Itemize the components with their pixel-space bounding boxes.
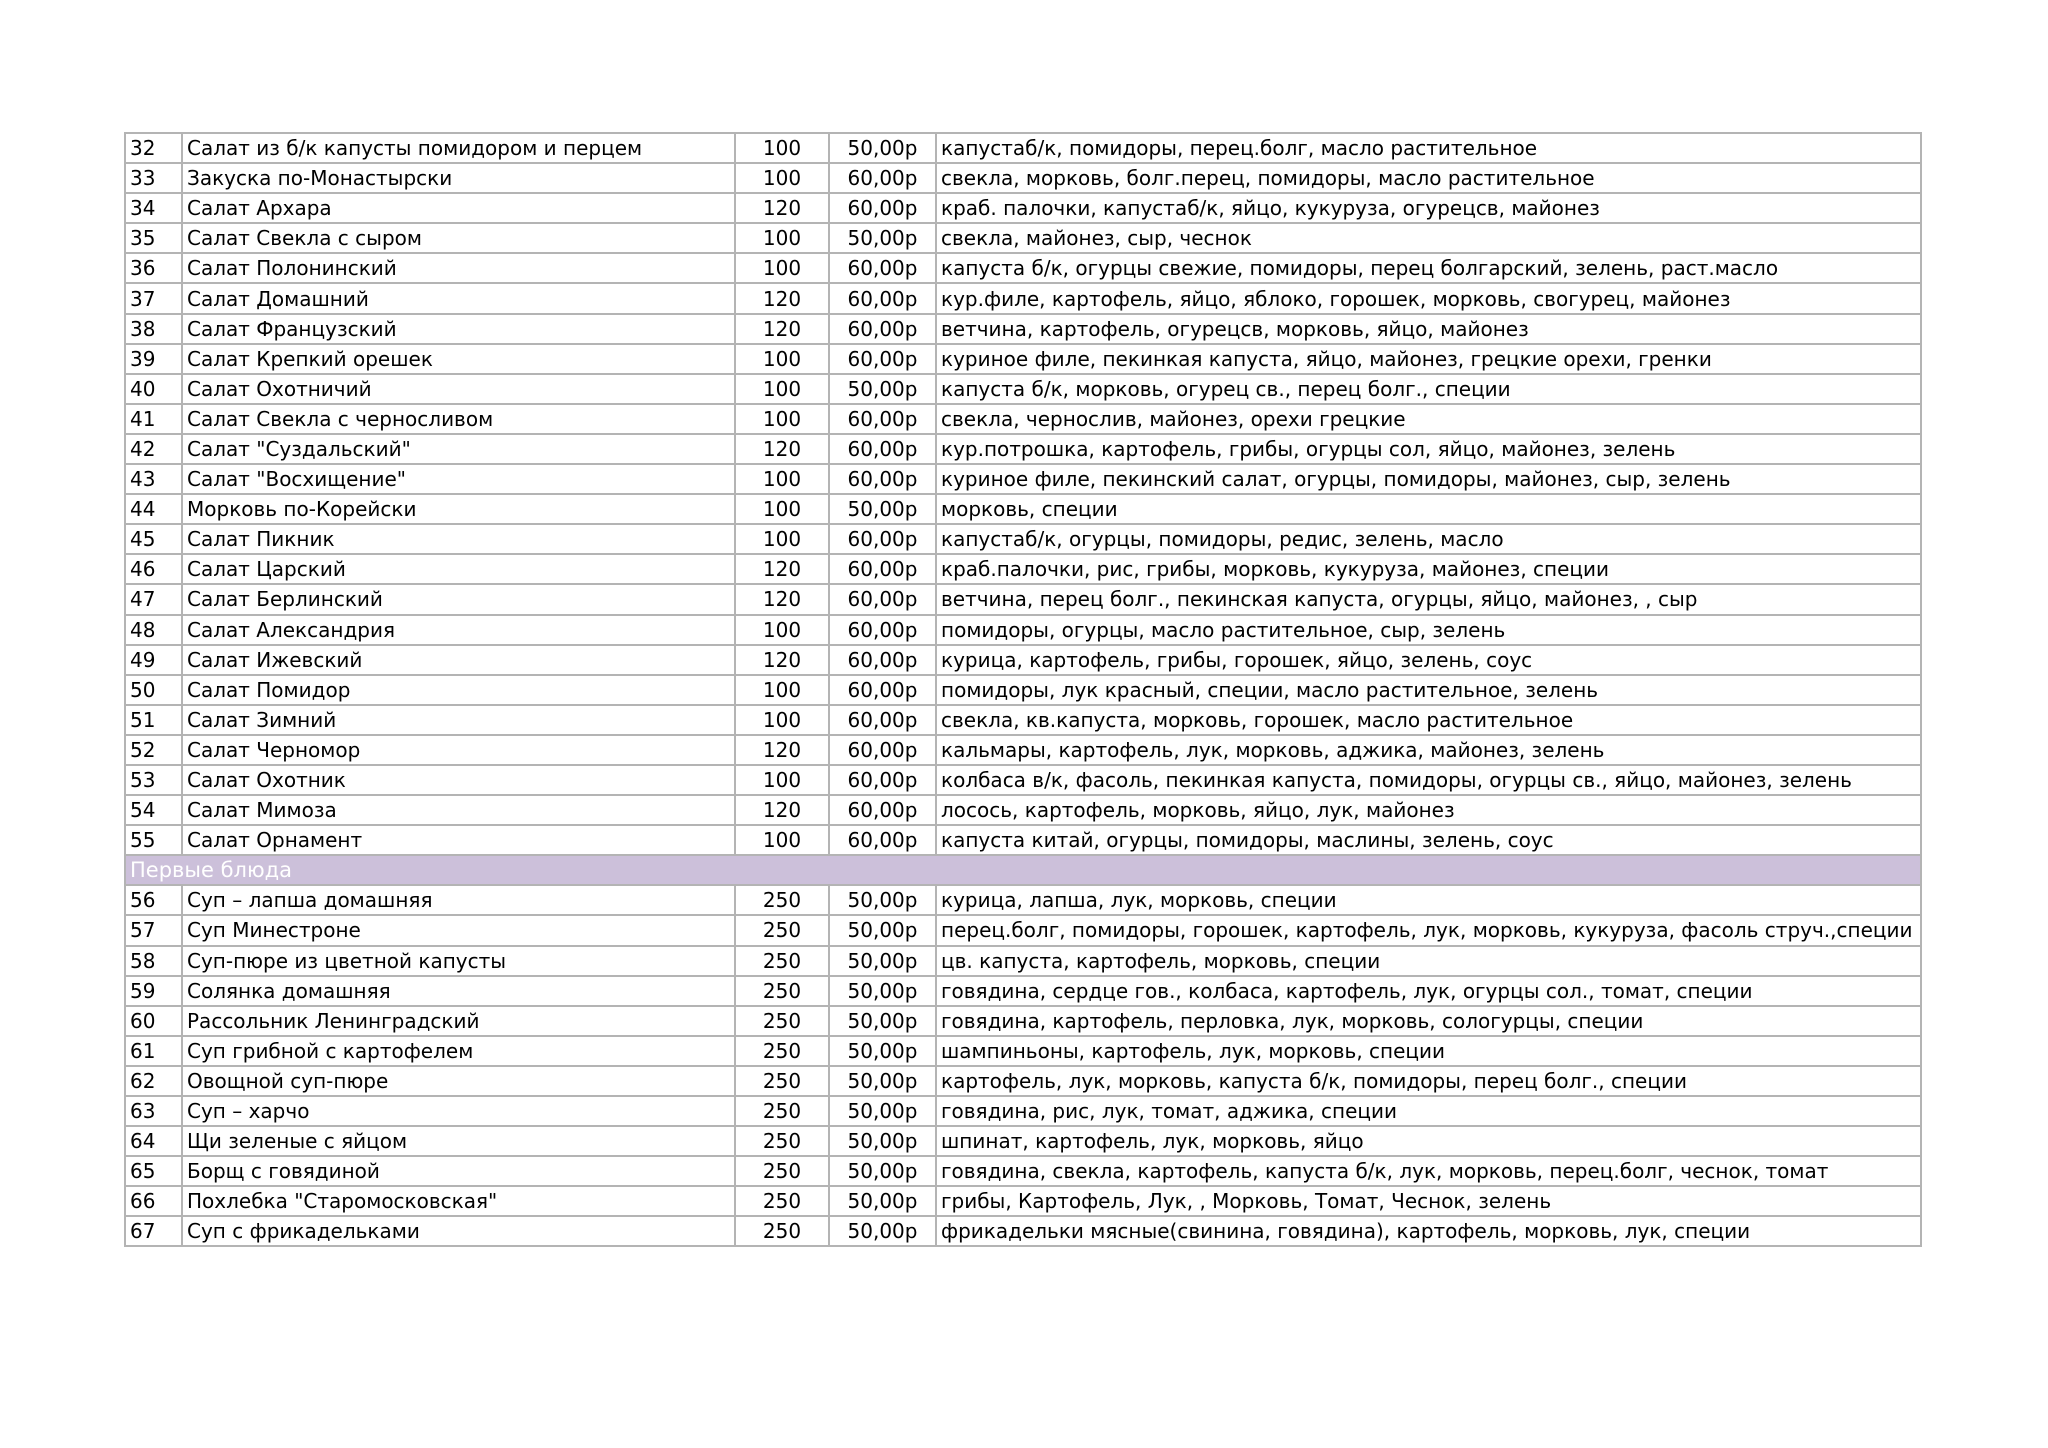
section-title: Первые блюда (125, 855, 1921, 885)
table-row (125, 825, 1921, 855)
table-row (125, 404, 1921, 434)
menu-table-body (125, 133, 1921, 1246)
item-number: 61 (125, 1036, 182, 1066)
item-number: 60 (125, 1006, 182, 1036)
dish-name: Салат Охотник (182, 765, 735, 795)
dish-name: Салат Черномор (182, 735, 735, 765)
item-number: 44 (125, 494, 182, 524)
dish-price: 50,00р (829, 1096, 936, 1126)
dish-ingredients: морковь, специи (936, 494, 1921, 524)
dish-price: 50,00р (829, 1006, 936, 1036)
item-number: 38 (125, 314, 182, 344)
item-number: 50 (125, 675, 182, 705)
table-row (125, 795, 1921, 825)
item-number: 34 (125, 193, 182, 223)
portion-weight: 250 (735, 1126, 829, 1156)
table-row (125, 464, 1921, 494)
dish-name: Суп с фрикадельками (182, 1216, 735, 1246)
dish-name: Суп-пюре из цветной капусты (182, 946, 735, 976)
dish-price: 60,00р (829, 404, 936, 434)
dish-price: 60,00р (829, 615, 936, 645)
portion-weight: 250 (735, 1186, 829, 1216)
dish-name: Рассольник Ленинградский (182, 1006, 735, 1036)
item-number: 45 (125, 524, 182, 554)
dish-price: 50,00р (829, 1066, 936, 1096)
dish-price: 60,00р (829, 554, 936, 584)
portion-weight: 100 (735, 524, 829, 554)
table-row (125, 705, 1921, 735)
dish-ingredients: капуста китай, огурцы, помидоры, маслины, зелень, соус (936, 825, 1921, 855)
dish-price: 60,00р (829, 344, 936, 374)
table-row (125, 976, 1921, 1006)
dish-name: Салат Царский (182, 554, 735, 584)
dish-price: 50,00р (829, 1216, 936, 1246)
table-row (125, 1066, 1921, 1096)
item-number: 48 (125, 615, 182, 645)
item-number: 49 (125, 645, 182, 675)
item-number: 43 (125, 464, 182, 494)
dish-ingredients: куриное филе, пекинкая капуста, яйцо, майонез, грецкие орехи, гренки (936, 344, 1921, 374)
dish-ingredients: капустаб/к, огурцы, помидоры, редис, зелень, масло (936, 524, 1921, 554)
table-row (125, 946, 1921, 976)
dish-ingredients: краб.палочки, рис, грибы, морковь, кукуруза, майонез, специи (936, 554, 1921, 584)
dish-price: 50,00р (829, 223, 936, 253)
portion-weight: 100 (735, 705, 829, 735)
portion-weight: 250 (735, 915, 829, 945)
table-row (125, 615, 1921, 645)
portion-weight: 250 (735, 1216, 829, 1246)
portion-weight: 120 (735, 554, 829, 584)
dish-price: 60,00р (829, 193, 936, 223)
dish-ingredients: помидоры, лук красный, специи, масло растительное, зелень (936, 675, 1921, 705)
dish-price: 50,00р (829, 374, 936, 404)
dish-ingredients: капустаб/к, помидоры, перец.болг, масло растительное (936, 133, 1921, 163)
table-row (125, 524, 1921, 554)
dish-name: Суп – харчо (182, 1096, 735, 1126)
dish-ingredients: свекла, чернослив, майонез, орехи грецкие (936, 404, 1921, 434)
dish-ingredients: свекла, морковь, болг.перец, помидоры, масло растительное (936, 163, 1921, 193)
dish-price: 50,00р (829, 1186, 936, 1216)
item-number: 66 (125, 1186, 182, 1216)
portion-weight: 250 (735, 1096, 829, 1126)
item-number: 63 (125, 1096, 182, 1126)
table-row (125, 223, 1921, 253)
portion-weight: 100 (735, 494, 829, 524)
dish-name: Салат Охотничий (182, 374, 735, 404)
dish-price: 60,00р (829, 765, 936, 795)
dish-name: Суп Минестроне (182, 915, 735, 945)
dish-price: 60,00р (829, 584, 936, 614)
dish-name: Салат Зимний (182, 705, 735, 735)
portion-weight: 100 (735, 404, 829, 434)
dish-name: Салат из б/к капусты помидором и перцем (182, 133, 735, 163)
dish-ingredients: капуста б/к, огурцы свежие, помидоры, перец болгарский, зелень, раст.масло (936, 253, 1921, 283)
dish-ingredients: кур.филе, картофель, яйцо, яблоко, горошек, морковь, свогурец, майонез (936, 283, 1921, 313)
portion-weight: 250 (735, 1006, 829, 1036)
dish-name: Солянка домашняя (182, 976, 735, 1006)
dish-ingredients: говядина, сердце гов., колбаса, картофель, лук, огурцы сол., томат, специи (936, 976, 1921, 1006)
item-number: 47 (125, 584, 182, 614)
table-row (125, 1126, 1921, 1156)
item-number: 35 (125, 223, 182, 253)
portion-weight: 250 (735, 1156, 829, 1186)
dish-ingredients: говядина, картофель, перловка, лук, морковь, сологурцы, специи (936, 1006, 1921, 1036)
table-row (125, 314, 1921, 344)
dish-price: 60,00р (829, 314, 936, 344)
dish-price: 60,00р (829, 825, 936, 855)
portion-weight: 120 (735, 584, 829, 614)
table-row (125, 584, 1921, 614)
portion-weight: 120 (735, 735, 829, 765)
dish-ingredients: помидоры, огурцы, масло растительное, сыр, зелень (936, 615, 1921, 645)
table-row (125, 765, 1921, 795)
dish-name: Салат Берлинский (182, 584, 735, 614)
item-number: 39 (125, 344, 182, 374)
portion-weight: 120 (735, 314, 829, 344)
dish-ingredients: курица, лапша, лук, морковь, специи (936, 885, 1921, 915)
item-number: 58 (125, 946, 182, 976)
portion-weight: 120 (735, 434, 829, 464)
item-number: 41 (125, 404, 182, 434)
dish-ingredients: колбаса в/к, фасоль, пекинкая капуста, помидоры, огурцы св., яйцо, майонез, зелень (936, 765, 1921, 795)
portion-weight: 100 (735, 615, 829, 645)
table-row (125, 915, 1921, 945)
dish-name: Салат Домашний (182, 283, 735, 313)
item-number: 62 (125, 1066, 182, 1096)
section-header-row (125, 855, 1921, 885)
item-number: 53 (125, 765, 182, 795)
dish-ingredients: ветчина, картофель, огурецсв, морковь, яйцо, майонез (936, 314, 1921, 344)
portion-weight: 250 (735, 1066, 829, 1096)
item-number: 32 (125, 133, 182, 163)
table-row (125, 1186, 1921, 1216)
portion-weight: 120 (735, 645, 829, 675)
item-number: 52 (125, 735, 182, 765)
dish-ingredients: ветчина, перец болг., пекинская капуста, огурцы, яйцо, майонез, , сыр (936, 584, 1921, 614)
portion-weight: 100 (735, 675, 829, 705)
table-row (125, 434, 1921, 464)
portion-weight: 100 (735, 223, 829, 253)
dish-price: 60,00р (829, 675, 936, 705)
portion-weight: 250 (735, 1036, 829, 1066)
dish-price: 60,00р (829, 283, 936, 313)
item-number: 51 (125, 705, 182, 735)
table-row (125, 163, 1921, 193)
table-row (125, 675, 1921, 705)
portion-weight: 120 (735, 193, 829, 223)
dish-ingredients: говядина, рис, лук, томат, аджика, специи (936, 1096, 1921, 1126)
dish-price: 60,00р (829, 163, 936, 193)
table-row (125, 283, 1921, 313)
table-row (125, 1006, 1921, 1036)
portion-weight: 100 (735, 765, 829, 795)
dish-price: 60,00р (829, 464, 936, 494)
dish-ingredients: цв. капуста, картофель, морковь, специи (936, 946, 1921, 976)
dish-name: Салат Крепкий орешек (182, 344, 735, 374)
portion-weight: 250 (735, 976, 829, 1006)
item-number: 56 (125, 885, 182, 915)
dish-name: Салат Пикник (182, 524, 735, 554)
dish-ingredients: кальмары, картофель, лук, морковь, аджика, майонез, зелень (936, 735, 1921, 765)
dish-price: 60,00р (829, 735, 936, 765)
dish-price: 60,00р (829, 705, 936, 735)
dish-price: 50,00р (829, 494, 936, 524)
dish-name: Салат Полонинский (182, 253, 735, 283)
dish-ingredients: капуста б/к, морковь, огурец св., перец болг., специи (936, 374, 1921, 404)
table-row (125, 494, 1921, 524)
dish-name: Салат Александрия (182, 615, 735, 645)
dish-ingredients: говядина, свекла, картофель, капуста б/к, лук, морковь, перец.болг, чеснок, томат (936, 1156, 1921, 1186)
dish-ingredients: картофель, лук, морковь, капуста б/к, помидоры, перец болг., специи (936, 1066, 1921, 1096)
dish-name: Салат Помидор (182, 675, 735, 705)
menu-table (124, 132, 1922, 1247)
portion-weight: 100 (735, 825, 829, 855)
dish-price: 50,00р (829, 1036, 936, 1066)
portion-weight: 250 (735, 946, 829, 976)
dish-ingredients: фрикадельки мясные(свинина, говядина), картофель, морковь, лук, специи (936, 1216, 1921, 1246)
table-row (125, 1036, 1921, 1066)
portion-weight: 100 (735, 163, 829, 193)
dish-ingredients: куриное филе, пекинский салат, огурцы, помидоры, майонез, сыр, зелень (936, 464, 1921, 494)
dish-name: Салат Мимоза (182, 795, 735, 825)
table-row (125, 374, 1921, 404)
item-number: 46 (125, 554, 182, 584)
item-number: 55 (125, 825, 182, 855)
table-row (125, 133, 1921, 163)
dish-ingredients: лосось, картофель, морковь, яйцо, лук, майонез (936, 795, 1921, 825)
table-row (125, 193, 1921, 223)
dish-ingredients: курица, картофель, грибы, горошек, яйцо, зелень, соус (936, 645, 1921, 675)
item-number: 67 (125, 1216, 182, 1246)
item-number: 54 (125, 795, 182, 825)
table-row (125, 253, 1921, 283)
item-number: 65 (125, 1156, 182, 1186)
dish-name: Салат Ижевский (182, 645, 735, 675)
table-row (125, 554, 1921, 584)
item-number: 42 (125, 434, 182, 464)
dish-ingredients: краб. палочки, капустаб/к, яйцо, кукуруза, огурецсв, майонез (936, 193, 1921, 223)
menu-sheet (124, 132, 1920, 1247)
portion-weight: 100 (735, 253, 829, 283)
item-number: 40 (125, 374, 182, 404)
portion-weight: 100 (735, 464, 829, 494)
dish-ingredients: свекла, майонез, сыр, чеснок (936, 223, 1921, 253)
dish-price: 60,00р (829, 795, 936, 825)
dish-price: 60,00р (829, 645, 936, 675)
dish-name: Салат "Восхищение" (182, 464, 735, 494)
table-row (125, 735, 1921, 765)
table-row (125, 645, 1921, 675)
table-row (125, 1216, 1921, 1246)
dish-name: Похлебка "Старомосковская" (182, 1186, 735, 1216)
item-number: 64 (125, 1126, 182, 1156)
item-number: 57 (125, 915, 182, 945)
dish-name: Суп грибной с картофелем (182, 1036, 735, 1066)
dish-name: Салат Архара (182, 193, 735, 223)
item-number: 37 (125, 283, 182, 313)
dish-price: 50,00р (829, 1156, 936, 1186)
table-row (125, 885, 1921, 915)
table-row (125, 1156, 1921, 1186)
dish-name: Салат Французский (182, 314, 735, 344)
dish-price: 50,00р (829, 1126, 936, 1156)
dish-ingredients: свекла, кв.капуста, морковь, горошек, масло растительное (936, 705, 1921, 735)
dish-price: 50,00р (829, 133, 936, 163)
dish-name: Салат Орнамент (182, 825, 735, 855)
dish-price: 60,00р (829, 524, 936, 554)
dish-ingredients: грибы, Картофель, Лук, , Морковь, Томат, Чеснок, зелень (936, 1186, 1921, 1216)
portion-weight: 120 (735, 283, 829, 313)
dish-ingredients: перец.болг, помидоры, горошек, картофель, лук, морковь, кукуруза, фасоль струч.,специи (936, 915, 1921, 945)
dish-name: Суп – лапша домашняя (182, 885, 735, 915)
dish-name: Морковь по-Корейски (182, 494, 735, 524)
dish-ingredients: шампиньоны, картофель, лук, морковь, специи (936, 1036, 1921, 1066)
dish-name: Салат Свекла с сыром (182, 223, 735, 253)
dish-price: 50,00р (829, 946, 936, 976)
dish-name: Щи зеленые с яйцом (182, 1126, 735, 1156)
item-number: 59 (125, 976, 182, 1006)
dish-name: Салат Свекла с черносливом (182, 404, 735, 434)
dish-ingredients: шпинат, картофель, лук, морковь, яйцо (936, 1126, 1921, 1156)
dish-price: 60,00р (829, 253, 936, 283)
dish-name: Салат "Суздальский" (182, 434, 735, 464)
portion-weight: 100 (735, 133, 829, 163)
dish-price: 50,00р (829, 976, 936, 1006)
dish-name: Закуска по-Монастырски (182, 163, 735, 193)
table-row (125, 1096, 1921, 1126)
dish-price: 50,00р (829, 915, 936, 945)
portion-weight: 100 (735, 344, 829, 374)
dish-ingredients: кур.потрошка, картофель, грибы, огурцы сол, яйцо, майонез, зелень (936, 434, 1921, 464)
table-row (125, 344, 1921, 374)
dish-name: Овощной суп-пюре (182, 1066, 735, 1096)
dish-name: Борщ с говядиной (182, 1156, 735, 1186)
dish-price: 50,00р (829, 885, 936, 915)
portion-weight: 120 (735, 795, 829, 825)
portion-weight: 250 (735, 885, 829, 915)
portion-weight: 100 (735, 374, 829, 404)
dish-price: 60,00р (829, 434, 936, 464)
item-number: 33 (125, 163, 182, 193)
item-number: 36 (125, 253, 182, 283)
